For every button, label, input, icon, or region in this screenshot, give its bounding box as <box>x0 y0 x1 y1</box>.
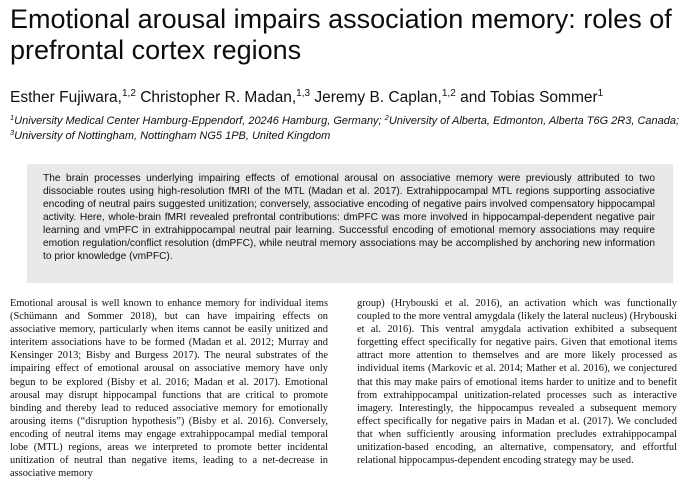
author-name: Esther Fujiwara, <box>10 89 122 106</box>
body-column-left <box>10 297 328 480</box>
author-list <box>10 88 690 108</box>
affiliation-number: 2 <box>384 113 389 122</box>
paper-title: Emotional arousal impairs association memory: roles of prefrontal cortex regions <box>10 4 672 65</box>
affiliation-number: 3 <box>10 128 15 137</box>
abstract-text: The brain processes underlying impairing effects of emotional arousal on associative memory were previously attributed to two dissociable routes using high-resolution fMRI of the MTL (Madan et al. 2017). Extrahippocampal MTL regions supporting associative encoding of neutral pairs suggested unitization; conversely, associative encoding of negative pairs involved compensatory hippocampal activity. Here, whole-brain fMRI revealed prefrontal contributions: dmPFC was more involved in hippocampal-dependent negative pair learning and vmPFC in extrahippocampal neutral pair learning. Successful encoding of emotional memory associations may require emotion regulation/conflict resolution (dmPFC), while neutral memory associations may be accomplished by anchoring new information to prior knowledge (vmPFC). <box>43 173 655 262</box>
body-paragraph: group) (Hrybouski et al. 2016), an activation which was functionally coupled to the more ventral amygdala (likely the lateral nucleus) (Hrybouski et al. 2016). This ventral amygdala activation exhibited a subsequent forgetting effect specifically for negative pairs. Given that emotional items attract more attention to themselves and are more likely processed as individual items (Markovic et al. 2014; Mather et al. 2016), we conjectured that this may make pairs of emotional items harder to unitize and to benefit from extrahippocampal unitization-related processes such as interactive imagery. Interestingly, the hippocampus revealed a subsequent memory effect specifically for negative pairs in Madan et al. (2017). We concluded that when sufficiently arousing information precludes extrahippocampal unitization-based encoding, an alternative, compensatory, and effortful relational hippocampus-dependent encoding strategy may be used. <box>357 298 677 467</box>
affiliation-number: 1 <box>10 113 15 122</box>
body-paragraph: Emotional arousal is well known to enhance memory for individual items (Schümann and Sommer 2018), but can have impairing effects on associative memory, particularly when items cannot be easily unitized and interitem associations have to be formed (Madan et al. 2012; Murray and Kensinger 2013; Bisby and Burgess 2017). The neural substrates of the impairing effect of emotional arousal on associative memory have only begun to be explored (Bisby et al. 2016; Madan et al. 2017). Emotional arousal may disrupt hippocampal functions that are critical to promote binding and thereby lead to reduced associative memory for emotionally arousing items (“disruption hypothesis”) (Bisby et al. 2016). Conversely, encoding of neutral items may engage extrahippocampal medial temporal lobe (MTL) regions, areas we interpreted to promote better incidental unitization of neutral than negative items, leading to a net-decrease in associative memory <box>10 298 328 480</box>
abstract-box <box>27 164 673 283</box>
body-column-right <box>357 297 677 467</box>
author-affiliation-marker: 1,2 <box>121 88 136 99</box>
author-name: Christopher R. Madan, <box>135 89 297 106</box>
author-name: and Tobias Sommer <box>455 89 598 106</box>
affiliation-text: University Medical Center Hamburg-Eppendorf, 20246 Hamburg, Germany; <box>14 115 385 127</box>
affiliation-text: University of Alberta, Edmonton, Alberta T6G 2R3, Canada; <box>388 115 680 127</box>
affiliation-list <box>10 114 690 144</box>
author-affiliation-marker: 1 <box>597 88 604 99</box>
author-name: Jeremy B. Caplan, <box>310 89 442 106</box>
author-affiliation-marker: 1,2 <box>441 88 456 99</box>
author-affiliation-marker: 1,3 <box>296 88 311 99</box>
affiliation-text: University of Nottingham, Nottingham NG5 1PB, United Kingdom <box>14 130 331 142</box>
